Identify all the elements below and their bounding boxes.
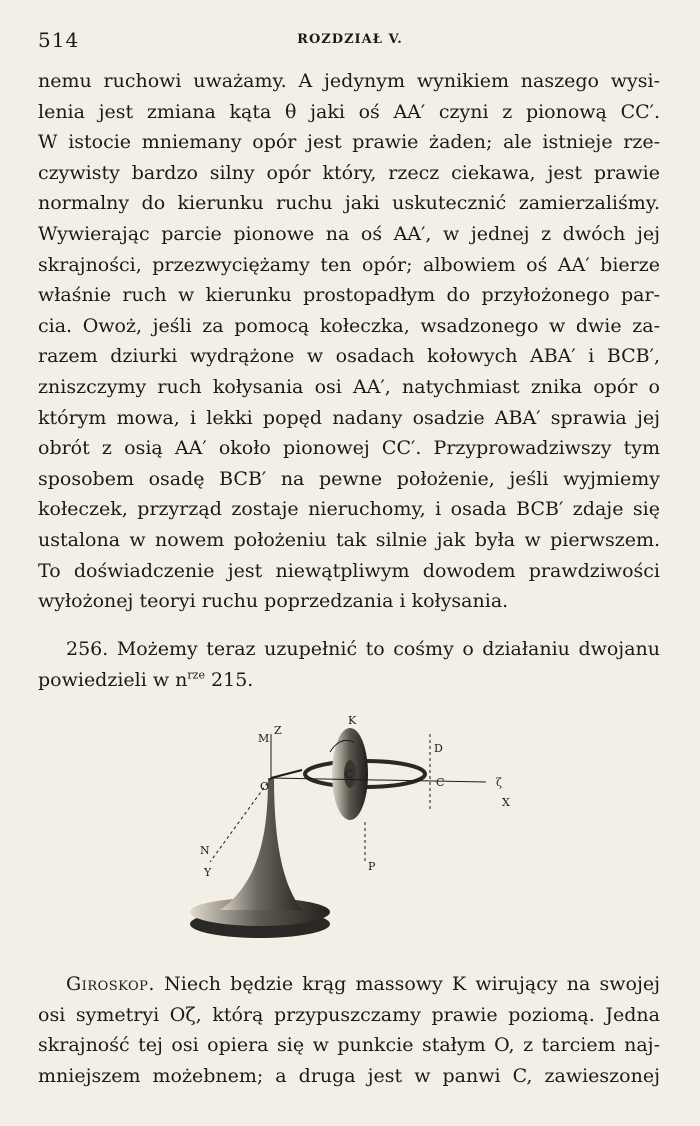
text-fragment: 215. <box>205 668 254 691</box>
text-line <box>38 969 660 1000</box>
label-K: K <box>348 714 357 727</box>
paragraph-continuation <box>38 66 660 617</box>
text-line: To doświadczenie jest niewątpliwym dowodem prawdziwości <box>38 559 660 582</box>
text-line: normalny do kierunku ruchu jaki uskutecznić zamierzaliśmy. <box>38 192 660 215</box>
paragraph-256 <box>38 634 660 695</box>
label-C-big: C <box>345 768 354 781</box>
text-line: którym mowa, i lekki popęd nadany osadzie ABA′ sprawia jej <box>38 406 660 429</box>
text-line: kołeczek, przyrząd zostaje nieruchomy, i osada BCB′ zdaje się <box>38 498 660 521</box>
running-head: ROZDZIAŁ V. <box>297 32 403 47</box>
text-line <box>38 665 660 696</box>
symmetry-axis <box>271 778 486 782</box>
text-line: sposobem osadę BCB′ na pewne położenie, jeśli wyjmiemy <box>38 467 660 490</box>
label-P: P <box>368 860 376 873</box>
label-Z: Z <box>274 724 282 737</box>
pivot-rod <box>271 770 302 778</box>
text-line: skrajność tej osi opiera się w punkcie stałym O, z tarciem naj- <box>38 1034 660 1057</box>
text-line: ustalona w nowem położeniu tak silnie jak była w pierwszem. <box>38 528 660 551</box>
text-line: nemu ruchowi uważamy. A jedynym wynikiem naszego wysi- <box>38 70 660 92</box>
label-C-small: C <box>436 776 445 789</box>
stand-column <box>220 778 302 910</box>
paragraph-giroskop <box>38 969 660 1091</box>
text-line: właśnie ruch w kierunku prostopadłym do przyłożonego par- <box>38 284 660 307</box>
gyroscope-figure <box>190 712 530 952</box>
text-line: obrót z osią AA′ około pionowej CC′. Przyprowadziwszy tym <box>38 437 660 460</box>
text-line: cia. Owoż, jeśli za pomocą kołeczka, wsadzonego w dwie za- <box>38 314 660 337</box>
text-line: W istocie mniemany opór jest prawie żaden; ale istnieje rze- <box>38 131 660 154</box>
label-O: O <box>260 780 270 793</box>
text-line: Wywierając parcie pionowe na oś AA′, w jednej z dwóch jej <box>38 222 660 245</box>
section-keyword: Giroskop. <box>66 973 155 995</box>
text-line: skrajności, przezwyciężamy ten opór; albowiem oś AA′ bierze <box>38 253 660 276</box>
text-line: osi symetryi Oζ, którą przypuszczamy prawie poziomą. Jedna <box>38 1003 660 1026</box>
text-line: wyłożonej teoryi ruchu poprzedzania i kołysania. <box>38 590 509 613</box>
label-M: M <box>258 732 270 745</box>
gyroscope-illustration <box>190 712 530 952</box>
text-line: razem dziurki wydrążone w osadach kołowych ABA′ i BCB′, <box>38 345 660 368</box>
text-line: mniejszem możebnem; a druga jest w panwi C, zawieszonej <box>38 1064 660 1087</box>
label-N: N <box>200 844 210 857</box>
text-fragment: Niech będzie krąg massowy K wirujący na swojej <box>154 973 660 995</box>
label-X: X <box>502 796 510 809</box>
page-header <box>38 28 662 52</box>
text-fragment: powiedzieli w n <box>38 668 188 691</box>
page-number: 514 <box>38 28 80 52</box>
label-Y: Y <box>204 866 212 879</box>
text-line: 256. Możemy teraz uzupełnić to cośmy o działaniu dwojanu <box>66 638 660 660</box>
superscript: rze <box>187 668 205 682</box>
text-line: zniszczymy ruch kołysania osi AA′, natychmiast znika opór o <box>38 375 660 398</box>
text-line: lenia jest zmiana kąta θ jaki oś AA′ czyni z pionową CC′. <box>38 100 660 123</box>
label-zeta: ζ <box>496 776 502 789</box>
text-line: czywisty bardzo silny opór który, rzecz ciekawa, jest prawie <box>38 161 660 184</box>
label-D: D <box>434 742 443 755</box>
